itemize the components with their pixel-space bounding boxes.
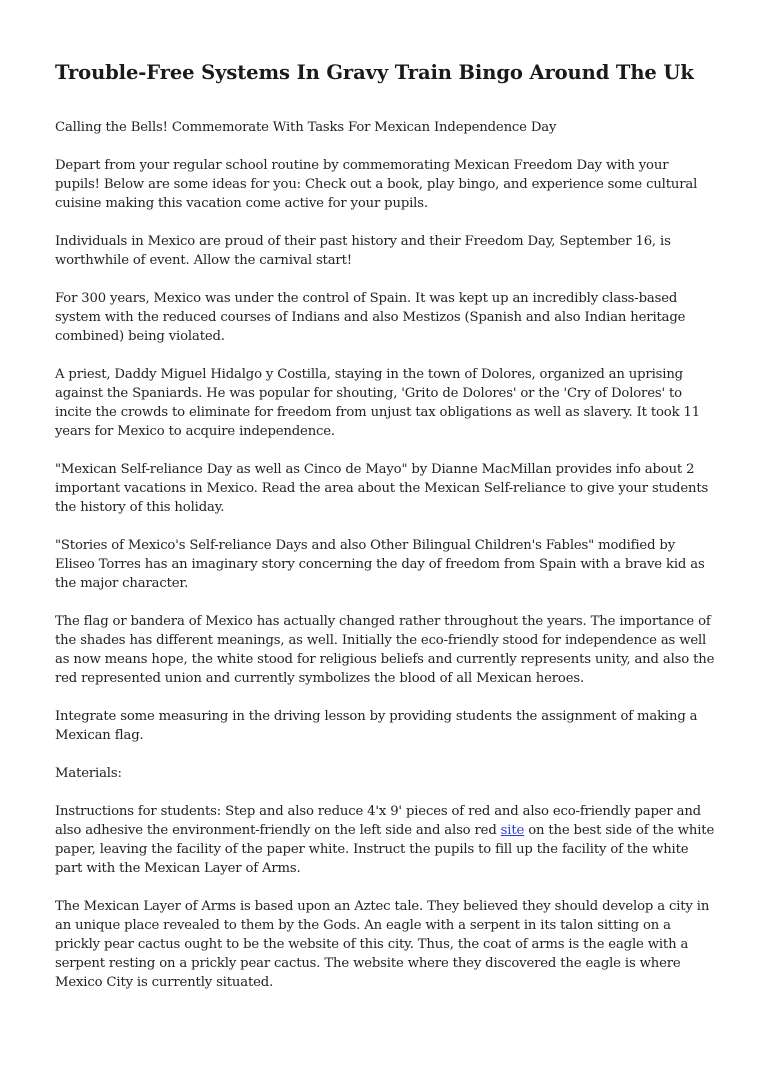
paragraph-coat-of-arms: The Mexican Layer of Arms is based upon an Aztec tale. They believed they should develop a city in an unique place revealed to them by the Gods. An eagle with a serpent in its talon sitting on a prickly pear cactus ought to be the website of this city. Thus, the coat of arms is the eagle with a serpent resting on a prickly pear cactus. The website where they discovered the eagle is where Mexico City is currently situated.: [55, 899, 710, 990]
paragraph-book-macmillan: "Mexican Self-reliance Day as well as Cinco de Mayo" by Dianne MacMillan provides info about 2 important vacations in Mexico. Read the area about the Mexican Self-reliance to give your students the history of this holiday.: [55, 462, 709, 515]
paragraph-hidalgo: A priest, Daddy Miguel Hidalgo y Costilla, staying in the town of Dolores, organized an uprising against the Spaniards. He was popular for shouting, 'Grito de Dolores' or the 'Cry of Dolores' to incite the crowds to eliminate for freedom from unjust tax obligations as well as slavery. It took 11 years for Mexico to acquire independence.: [55, 367, 700, 439]
paragraph-materials: Materials:: [55, 766, 122, 781]
site-link[interactable]: site: [500, 823, 525, 838]
paragraph-freedom-day: Individuals in Mexico are proud of their past history and their Freedom Day, September 16, is worthwhile of event. Allow the carnival start!: [55, 234, 671, 268]
document-title: Trouble-Free Systems In Gravy Train Bingo Around The Uk: [55, 61, 694, 84]
paragraph-instructions: [55, 802, 715, 878]
paragraph-subtitle: Calling the Bells! Commemorate With Tasks For Mexican Independence Day: [55, 120, 557, 135]
paragraph-spain-control: For 300 years, Mexico was under the control of Spain. It was kept up an incredibly class-based system with the reduced courses of Indians and also Mestizos (Spanish and also Indian heritage combined) being violated.: [55, 291, 686, 344]
paragraph-measuring-lesson: Integrate some measuring in the driving lesson by providing students the assignment of making a Mexican flag.: [55, 709, 698, 743]
instructions-text-after-link: on the best side of the white paper, leaving the facility of the paper white. Instruct the pupils to fill up the facility of the white part with the Mexican Layer of Arms.: [55, 823, 715, 876]
document-page: [55, 58, 715, 1011]
instructions-text-before-link: Instructions for students: Step and also reduce 4'x 9' pieces of red and also eco-friendly paper and also adhesive the environment-friendly on the left side and also red: [55, 804, 701, 838]
paragraph-book-torres: "Stories of Mexico's Self-reliance Days and also Other Bilingual Children's Fables" modified by Eliseo Torres has an imaginary story concerning the day of freedom from Spain with a brave kid as the major character.: [55, 538, 705, 591]
paragraph-intro: Depart from your regular school routine by commemorating Mexican Freedom Day with your pupils! Below are some ideas for you: Check out a book, play bingo, and experience some cultural cuisine making this vacation come active for your pupils.: [55, 158, 698, 211]
paragraph-flag-history: The flag or bandera of Mexico has actually changed rather throughout the years. The importance of the shades has different meanings, as well. Initially the eco-friendly stood for independence as well as now means hope, the white stood for religious beliefs and currently represents unity, and also the red represented union and currently symbolizes the blood of all Mexican heroes.: [55, 614, 715, 686]
